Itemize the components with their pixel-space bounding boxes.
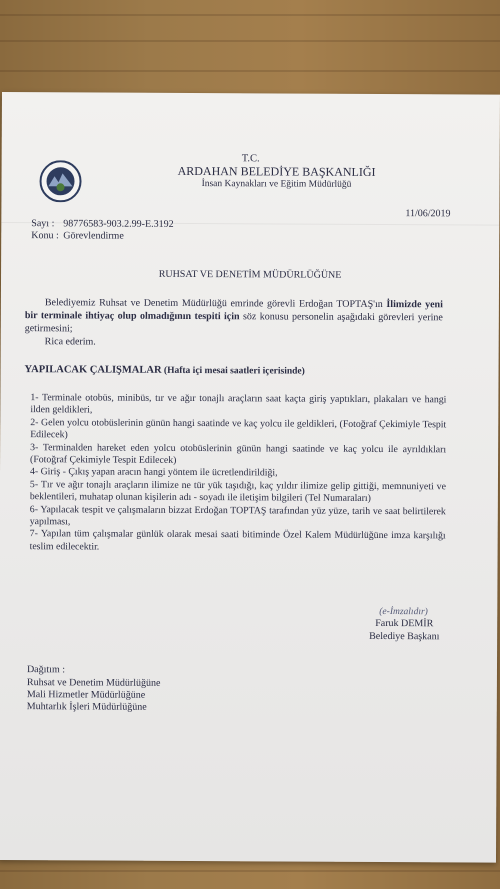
task-item: 2- Gelen yolcu otobüslerinin günün hangi saatinde ve kaç yolcu ile geldikleri, (Fotoğraf Çekimiyle Tespit Edilecek) [30,416,447,441]
body-text-bold: İlimizde yeni bir terminale ihtiyaç olup olmadığının tespiti için [24,299,443,323]
body-paragraph [25,296,443,350]
wood-grain [0,40,500,42]
konu-value: Görevlendirme [63,230,124,242]
header-institution: ARDAHAN BELEDİYE BAŞKANLIĞI [177,163,376,179]
task-item: 7- Yapılan tüm çalışmalar günlük olarak mesai saati bitiminde Özel Kalem Müdürlüğüne imza karşılığı teslim edilecektir. [29,528,446,553]
body-paragraph-1 [25,296,443,337]
document-page [0,92,500,863]
wood-grain [0,14,500,16]
body-text: söz konusu personelin aşağıdaki görevleri yerine getirmesini; [24,311,443,335]
section-heading [25,364,305,376]
konu-label: Konu : [31,230,59,242]
task-item: 3- Terminalden hareket eden yolcu otobüslerinin günün hangi saatinde ve kaç yolcu ile ayrıldıkları (Fotoğraf Çekimiyle Tespit Edilecek) [30,441,447,466]
municipality-seal-logo [39,160,81,202]
body-paragraph-2: Rica ederim. [44,336,96,348]
section-subtitle: (Hafta içi mesai saatleri içerisinde) [161,365,305,377]
task-list [30,392,447,555]
distribution-entry: Mali Hizmetler Müdürlüğüne [26,689,146,701]
distribution-entry: Ruhsat ve Denetim Müdürlüğüne [26,677,161,689]
signer-name: Faruk DEMİR [375,617,434,630]
header-tc: T.C. [241,153,260,165]
task-item: 1- Terminale otobüs, minibüs, tır ve ağır tonajlı araçların saat kaçta giriş yaptıkları, plakaları ve hangi ilden geldikleri, [30,392,447,416]
wood-grain [0,870,500,872]
document-date: 11/06/2019 [405,208,451,220]
e-signature-note: (e-İmzalıdır) [379,606,428,618]
recipient-heading: RUHSAT VE DENETİM MÜDÜRLÜĞÜNE [158,268,342,281]
body-text: Belediyemiz Ruhsat ve Denetim Müdürlüğü emrinde görevli Erdoğan TOPTAŞ'ın [44,297,387,311]
distribution-entry: Muhtarlık İşleri Müdürlüğüne [26,701,147,713]
sayi-label: Sayı : [31,218,55,230]
task-item: 6- Yapılacak tespit ve çalışmaların bizzat Erdoğan TOPTAŞ tarafından yüz yüze, tarih ve saat belirtilerek yapılması, [29,503,446,528]
distribution-label: Dağıtım : [26,664,66,676]
task-item: 5- Tır ve ağır tonajlı araçların ilimize ne tür yük taşıdığı, kaç yıldır ilimize gelip gittiği, memnuniyeti ve beklentileri, muhatap olunan kişilerin adı - soyadı ile iletişim bilgileri (Tel Numaraları) [29,478,446,505]
header-department: İnsan Kaynakları ve Eğitim Müdürlüğü [201,179,352,190]
section-title: YAPILACAK ÇALIŞMALAR [24,364,162,376]
task-item: 4- Giriş - Çıkış yapan aracın hangi yöntem ile ücretlendirildiği, [29,466,278,479]
wood-grain [0,70,500,72]
sayi-value: 98776583-903.2.99-E.3192 [63,218,174,230]
signer-title: Belediye Başkanı [369,630,440,643]
